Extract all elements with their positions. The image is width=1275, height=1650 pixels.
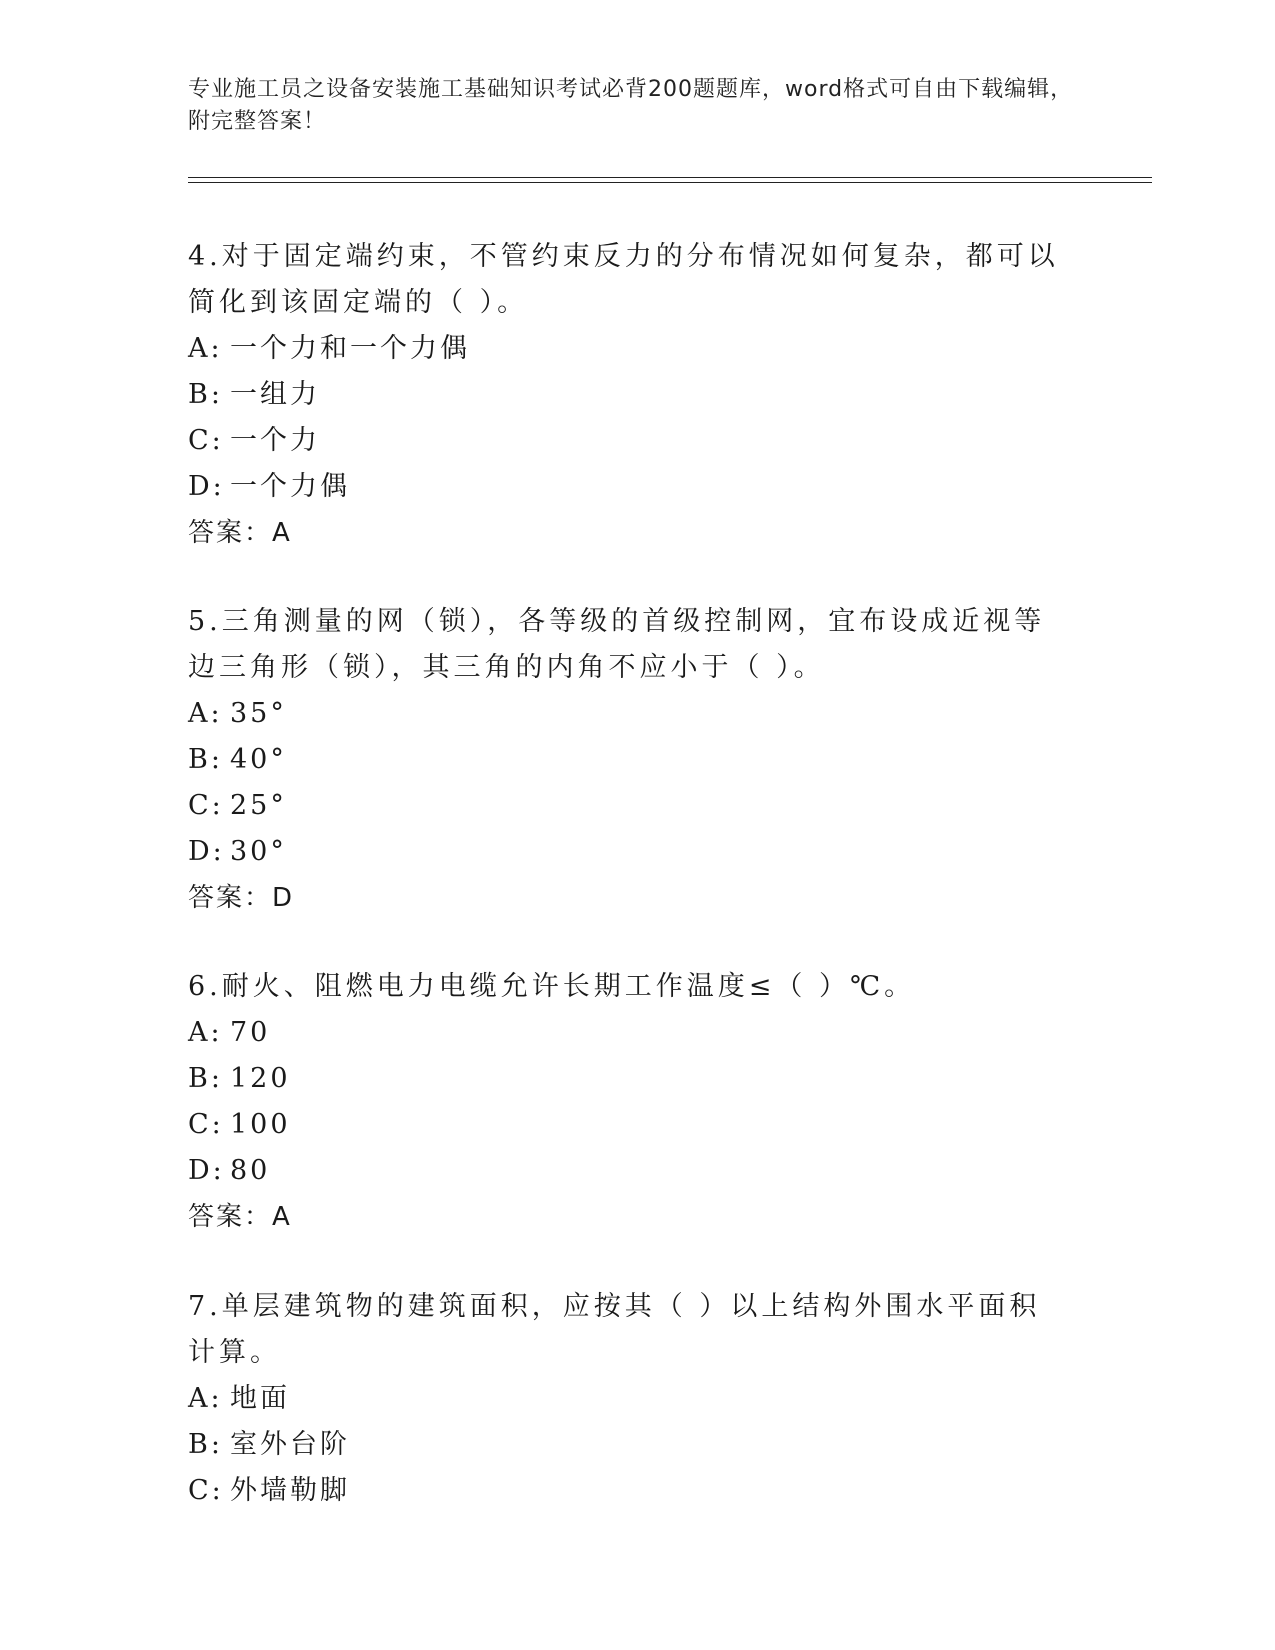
option-d (188, 464, 1068, 510)
option-text: 70 (230, 1017, 271, 1048)
option-a (188, 1010, 1068, 1056)
option-key: A: (188, 1017, 223, 1048)
answer-line: 答案：D (188, 883, 295, 913)
option-text: 一个力偶 (230, 471, 350, 502)
question-5 (188, 599, 1068, 921)
option-c (188, 418, 1068, 464)
option-a (188, 1376, 1068, 1422)
answer-line: 答案：A (188, 518, 292, 548)
option-key: D: (188, 471, 225, 502)
question-stem: 6.耐火、阻燃电力电缆允许长期工作温度≤（ ）℃。 (188, 971, 916, 1002)
option-text: 外墙勒脚 (230, 1475, 350, 1506)
option-a (188, 326, 1068, 372)
option-text: 一个力和一个力偶 (230, 333, 470, 364)
option-text: 30° (230, 836, 287, 867)
option-text: 100 (230, 1109, 291, 1140)
option-key: D: (188, 836, 225, 867)
option-key: B: (188, 379, 223, 410)
option-text: 80 (230, 1155, 271, 1186)
question-7 (188, 1284, 1068, 1514)
option-d (188, 1148, 1068, 1194)
header-divider-top (188, 177, 1152, 178)
option-c (188, 1102, 1068, 1148)
question-4 (188, 234, 1068, 556)
option-key: C: (188, 1109, 224, 1140)
option-key: B: (188, 744, 223, 775)
option-c (188, 783, 1068, 829)
option-b (188, 372, 1068, 418)
option-b (188, 737, 1068, 783)
option-key: A: (188, 333, 223, 364)
option-b (188, 1422, 1068, 1468)
option-key: C: (188, 1475, 224, 1506)
option-text: 地面 (230, 1383, 290, 1414)
option-text: 40° (230, 744, 287, 775)
option-text: 一组力 (230, 379, 320, 410)
option-text: 室外台阶 (230, 1429, 350, 1460)
option-text: 25° (230, 790, 287, 821)
option-text: 一个力 (230, 425, 320, 456)
answer-line: 答案：A (188, 1202, 292, 1232)
option-c (188, 1468, 1068, 1514)
header-divider-bottom (188, 182, 1152, 183)
option-text: 120 (230, 1063, 291, 1094)
option-key: C: (188, 425, 224, 456)
option-key: D: (188, 1155, 225, 1186)
option-key: A: (188, 698, 223, 729)
document-header: 专业施工员之设备安装施工基础知识考试必背200题题库，word格式可自由下载编辑，附完整答案！ (188, 77, 1074, 134)
option-b (188, 1056, 1068, 1102)
option-key: C: (188, 790, 224, 821)
option-text: 35° (230, 698, 287, 729)
question-stem: 4.对于固定端约束，不管约束反力的分布情况如何复杂，都可以简化到该固定端的（ ）。 (188, 241, 1059, 318)
option-key: B: (188, 1063, 223, 1094)
option-key: A: (188, 1383, 223, 1414)
question-stem: 5.三角测量的网（锁），各等级的首级控制网，宜布设成近视等边三角形（锁），其三角的内角不应小于（ ）。 (188, 606, 1046, 683)
option-key: B: (188, 1429, 223, 1460)
option-a (188, 691, 1068, 737)
question-6 (188, 964, 1068, 1240)
option-d (188, 829, 1068, 875)
question-stem: 7.单层建筑物的建筑面积，应按其（ ）以上结构外围水平面积计算。 (188, 1291, 1041, 1368)
